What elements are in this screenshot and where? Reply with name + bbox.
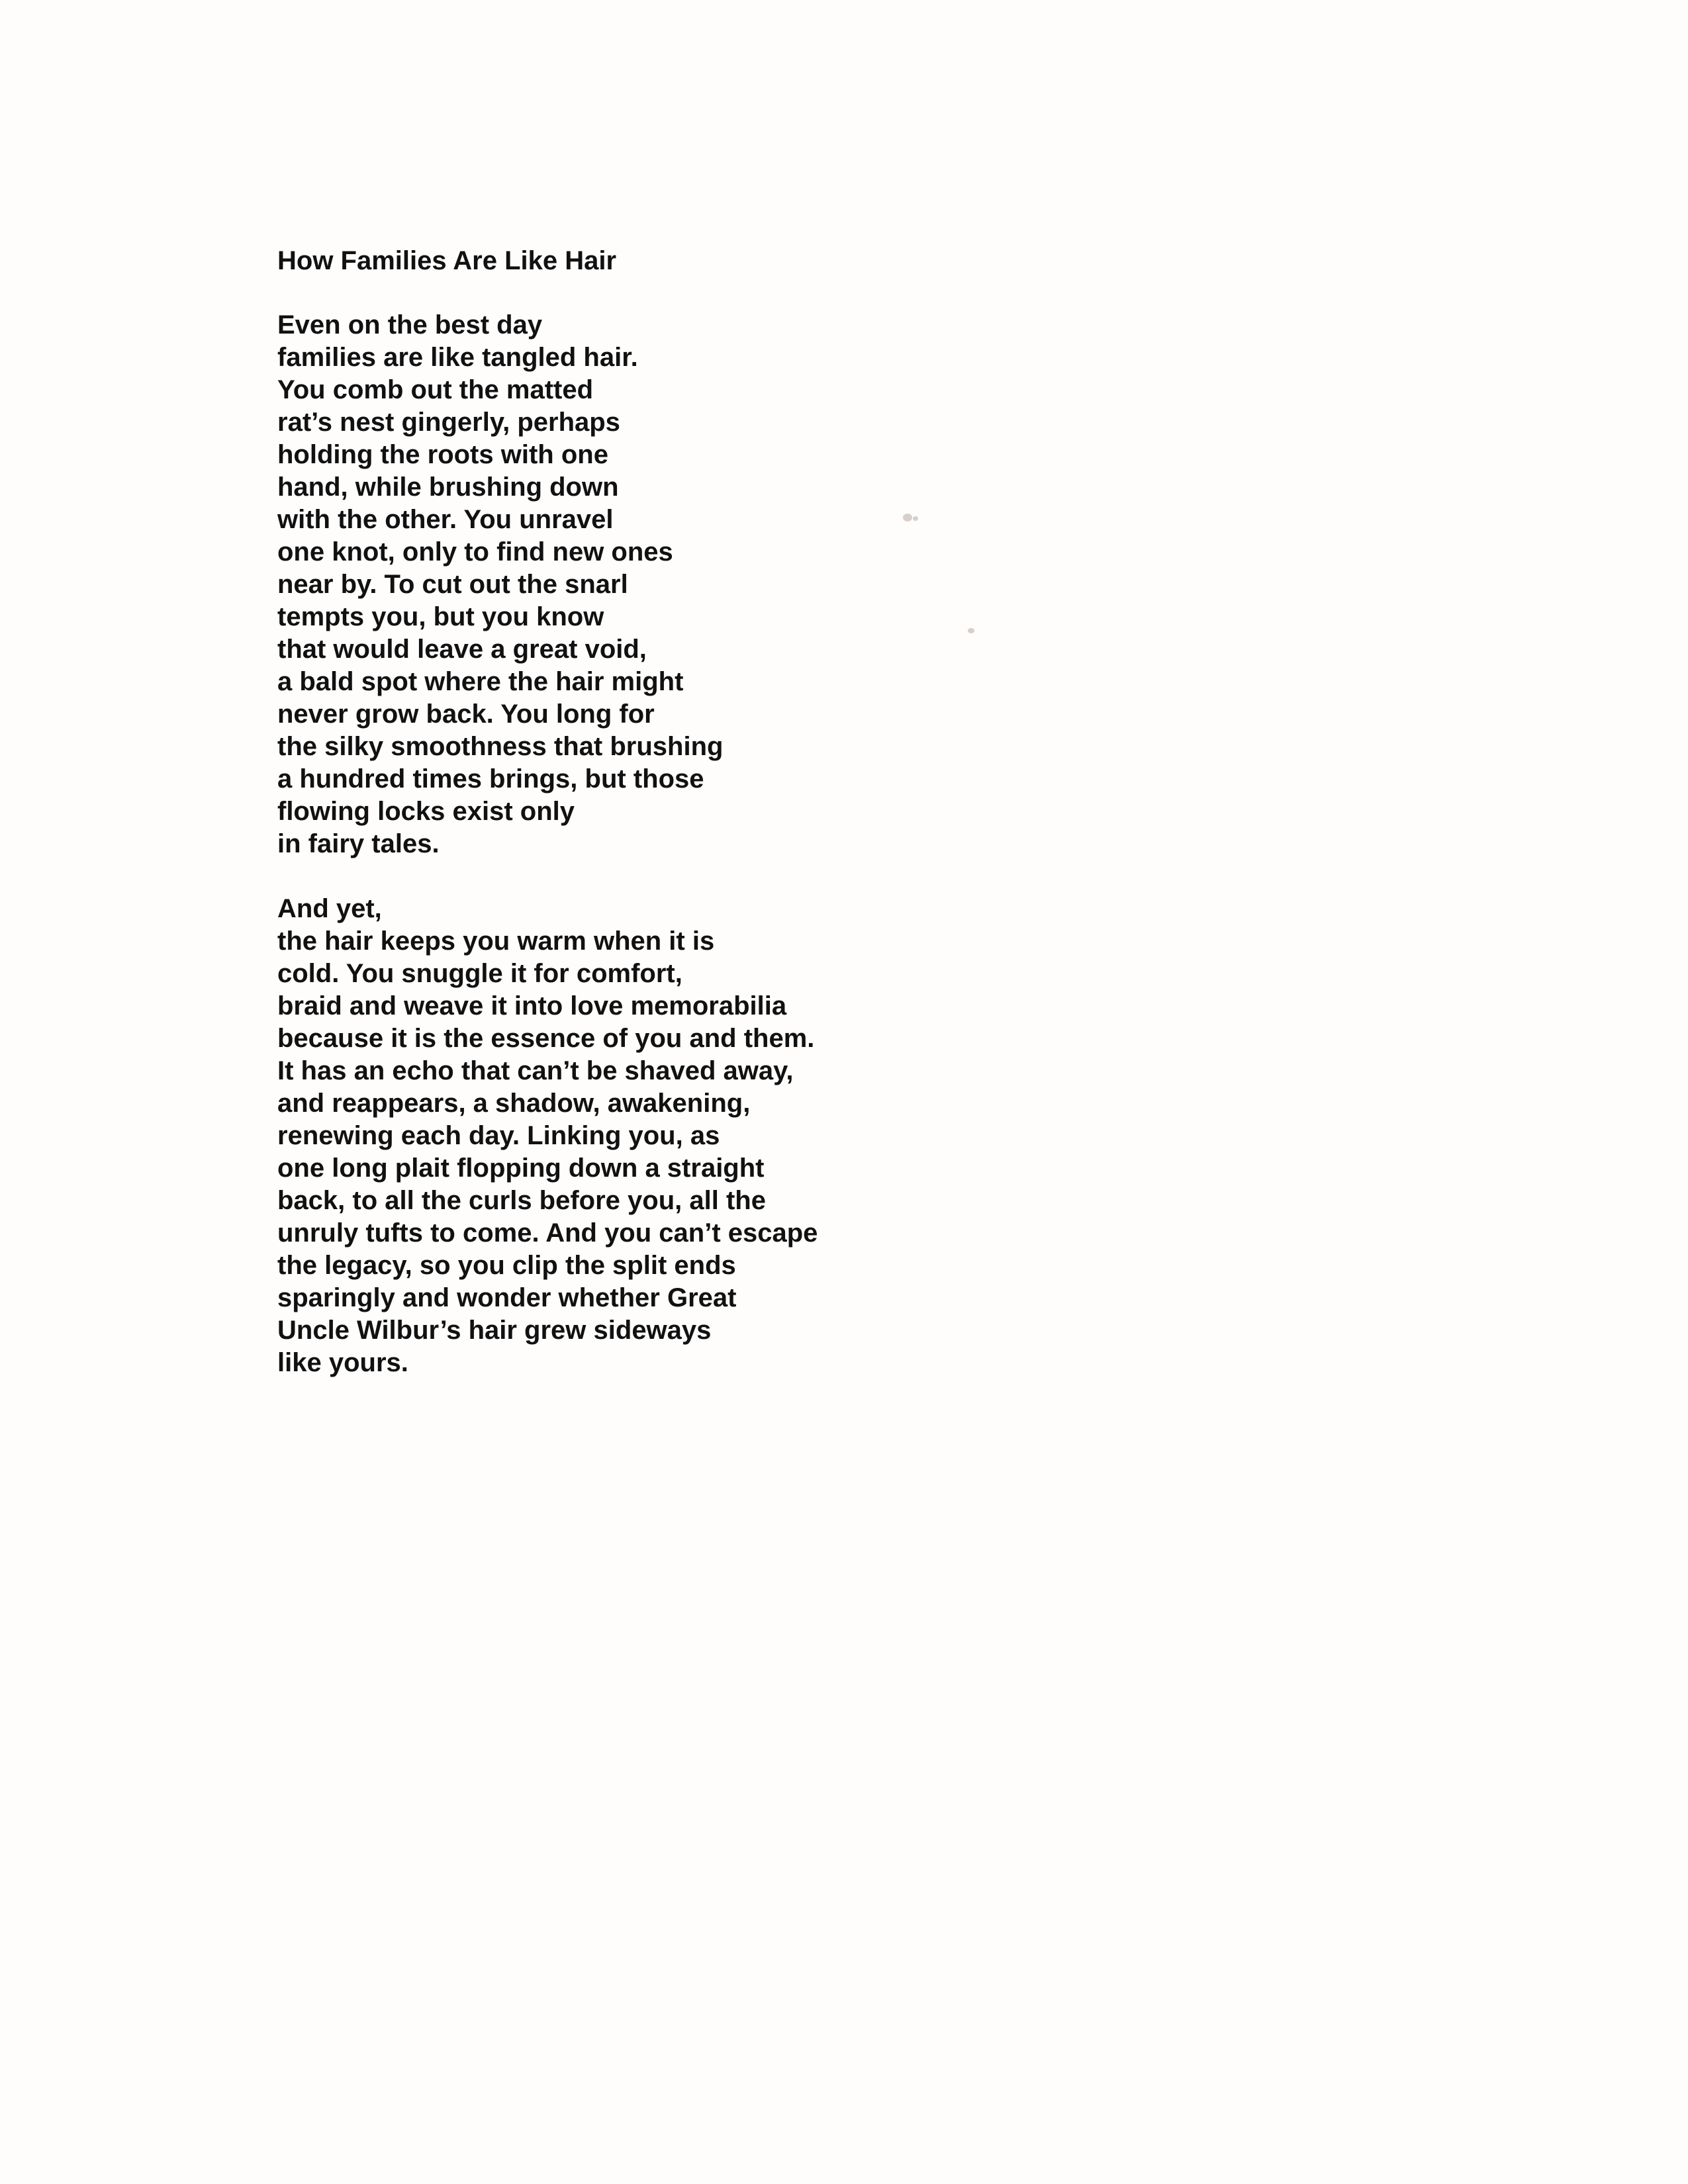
poem-line: sparingly and wonder whether Great [277,1283,737,1312]
stanza-1 [277,309,1270,860]
poem-line: the legacy, so you clip the split ends [277,1251,736,1280]
poem-line: and reappears, a shadow, awakening, [277,1089,751,1118]
poem-line: And yet, [277,894,382,923]
poem [277,245,1270,1412]
poem-line: in fairy tales. [277,829,440,858]
poem-line: Even on the best day [277,310,543,340]
poem-line: with the other. You unravel [277,505,614,534]
poem-line: renewing each day. Linking you, as [277,1121,720,1150]
poem-line: near by. To cut out the snarl [277,570,628,599]
poem-line: a bald spot where the hair might [277,667,684,696]
poem-line: never grow back. You long for [277,700,655,729]
poem-line: flowing locks exist only [277,797,575,826]
scan-speck [903,514,912,522]
poem-title: How Families Are Like Hair [277,246,617,275]
poem-line: tempts you, but you know [277,602,604,631]
stanza-2 [277,893,1270,1379]
poem-line: back, to all the curls before you, all the [277,1186,766,1215]
poem-line: a hundred times brings, but those [277,764,704,794]
scan-speck [968,628,974,633]
poem-line: one long plait flopping down a straight [277,1154,765,1183]
poem-line: holding the roots with one [277,440,608,469]
poem-line: braid and weave it into love memorabilia [277,991,787,1021]
poem-line: cold. You snuggle it for comfort, [277,959,682,988]
scan-speck [913,516,918,521]
poem-line: the silky smoothness that brushing [277,732,724,761]
poem-line: rat’s nest gingerly, perhaps [277,408,620,437]
poem-line: because it is the essence of you and them. [277,1024,815,1053]
poem-line: It has an echo that can’t be shaved away, [277,1056,794,1085]
poem-line: hand, while brushing down [277,473,619,502]
poem-line: You comb out the matted [277,375,594,404]
poem-line: families are like tangled hair. [277,343,638,372]
poem-line: like yours. [277,1348,408,1377]
poem-line: the hair keeps you warm when it is [277,927,715,956]
poem-line: Uncle Wilbur’s hair grew sideways [277,1316,712,1345]
poem-line: unruly tufts to come. And you can’t escape [277,1218,818,1248]
poem-line: that would leave a great void, [277,635,647,664]
poem-line: one knot, only to find new ones [277,537,673,567]
